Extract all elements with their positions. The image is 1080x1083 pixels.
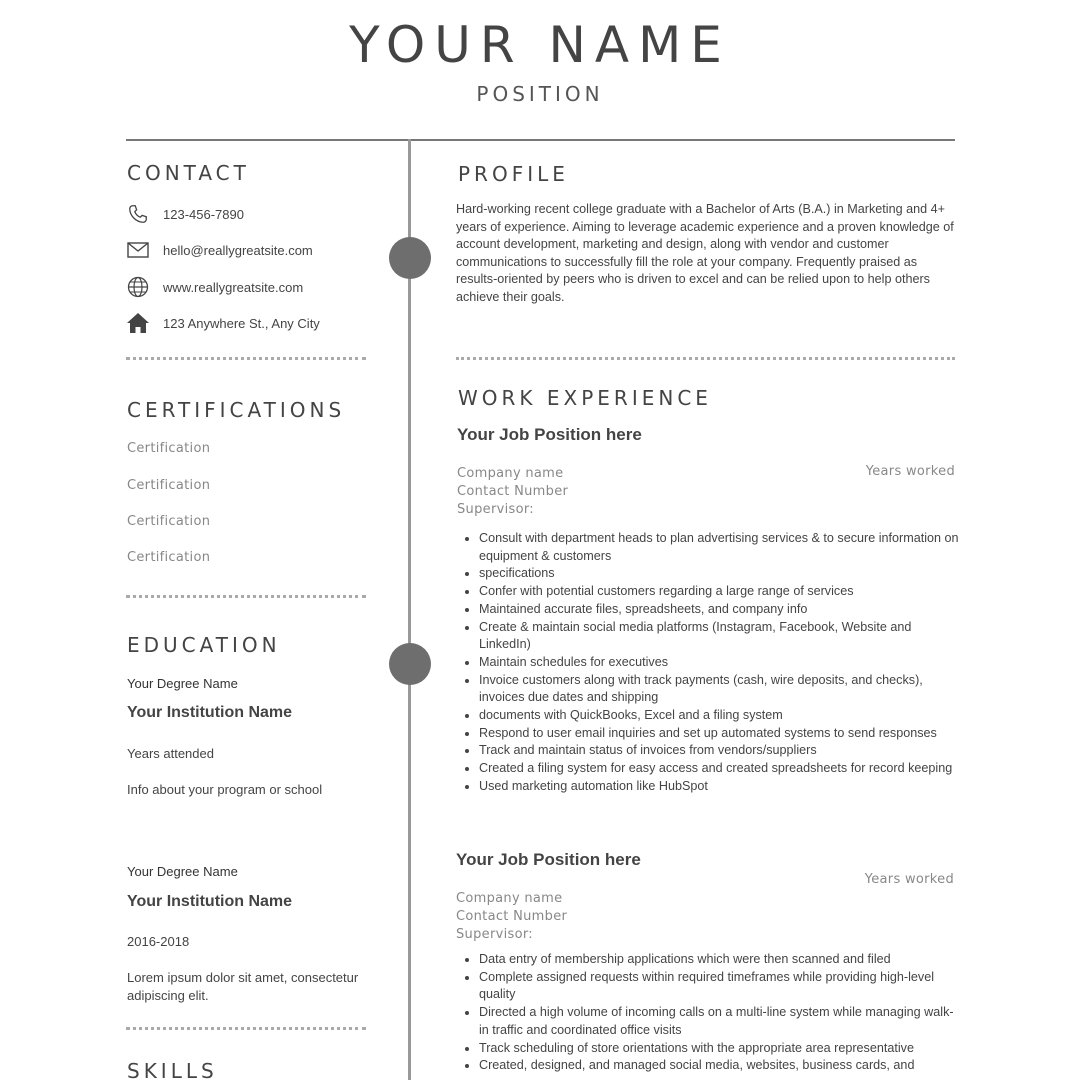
degree-name: Your Degree Name	[127, 676, 238, 691]
job-duties-list	[462, 530, 959, 796]
contact-number: Contact Number	[457, 484, 569, 499]
list-item: • Used marketing automation like HubSpot	[479, 778, 959, 796]
email-text: hello@reallygreatsite.com	[163, 242, 313, 258]
website-text: www.reallygreatsite.com	[163, 279, 304, 295]
certification-item: Certification	[127, 550, 211, 565]
contact-email	[126, 238, 313, 262]
work-experience-heading: WORK EXPERIENCE	[458, 386, 712, 410]
resume-name: YOUR NAME	[349, 16, 731, 74]
company-name: Company name	[456, 891, 563, 906]
education-heading: EDUCATION	[127, 633, 281, 657]
section-divider	[126, 1027, 366, 1030]
years-worked: Years worked	[864, 872, 954, 887]
section-divider	[126, 357, 366, 360]
list-item: • documents with QuickBooks, Excel and a filing system	[479, 707, 959, 725]
contact-phone	[126, 202, 244, 226]
timeline-line	[408, 139, 411, 1080]
contact-website	[126, 275, 303, 299]
globe-icon	[126, 275, 150, 299]
certification-item: Certification	[127, 514, 211, 529]
section-divider	[126, 595, 366, 598]
institution-name: Your Institution Name	[127, 893, 293, 910]
profile-heading: PROFILE	[458, 162, 569, 186]
list-item: • Created, designed, and managed social media, websites, business cards, and	[479, 1057, 959, 1075]
list-item: • Invoice customers along with track payments (cash, wire deposits, and checks), invoices due dates and shipping	[479, 672, 959, 707]
supervisor: Supervisor:	[456, 927, 533, 942]
education-years: Years attended	[127, 746, 214, 761]
profile-summary: Hard-working recent college graduate with a Bachelor of Arts (B.A.) in Marketing and 4+ years of experience. Aiming to leverage academic experience and a proven knowledge of account development, marketing and design, along with vendor and customer communications to successfully fill the role at your company. Frequently praised as results-oriented by peers who is driven to excel and can be relied upon to help others achieve their goals.	[456, 202, 954, 304]
phone-text: 123-456-7890	[163, 206, 244, 222]
list-item: • Data entry of membership applications which were then scanned and filed	[479, 951, 959, 969]
list-item: • Track scheduling of store orientations with the appropriate area representative	[479, 1040, 959, 1058]
degree-name: Your Degree Name	[127, 864, 238, 879]
job-duties-list	[462, 951, 959, 1075]
supervisor: Supervisor:	[457, 502, 534, 517]
list-item: • Consult with department heads to plan advertising services & to secure information on equipment & customers	[479, 530, 959, 565]
resume-position: POSITION	[476, 82, 604, 106]
list-item: • Respond to user email inquiries and set up automated systems to send responses	[479, 725, 959, 743]
contact-number: Contact Number	[456, 909, 568, 924]
skills-heading: SKILLS	[127, 1059, 218, 1083]
address-text: 123 Anywhere St., Any City	[163, 315, 320, 331]
list-item: • Track and maintain status of invoices from vendors/suppliers	[479, 742, 959, 760]
timeline-dot	[389, 237, 431, 279]
education-info: Info about your program or school	[127, 782, 323, 797]
job-position: Your Job Position here	[456, 850, 641, 869]
education-info: Lorem ipsum dolor sit amet, consectetur adipiscing elit.	[127, 970, 359, 1003]
list-item: • Maintained accurate files, spreadsheets, and company info	[479, 601, 959, 619]
company-name: Company name	[457, 466, 564, 481]
section-divider	[456, 357, 955, 360]
list-item: • Maintain schedules for executives	[479, 654, 959, 672]
certification-item: Certification	[127, 441, 211, 456]
education-years: 2016-2018	[127, 934, 190, 949]
list-item: • specifications	[479, 565, 959, 583]
list-item: • Confer with potential customers regarding a large range of services	[479, 583, 959, 601]
institution-name: Your Institution Name	[127, 704, 293, 721]
phone-icon	[126, 202, 150, 226]
list-item: • Complete assigned requests within required timeframes while providing high-level quality	[479, 969, 959, 1004]
list-item: • Directed a high volume of incoming calls on a multi-line system while managing walk-in traffic and coordinated office visits	[479, 1004, 959, 1039]
job-position: Your Job Position here	[457, 425, 642, 444]
certification-item: Certification	[127, 478, 211, 493]
timeline-dot	[389, 643, 431, 685]
list-item: • Created a filing system for easy access and created spreadsheets for record keeping	[479, 760, 959, 778]
envelope-icon	[126, 238, 150, 262]
house-icon	[126, 311, 150, 335]
contact-address	[126, 311, 320, 335]
contact-heading: CONTACT	[127, 161, 250, 185]
certifications-heading: CERTIFICATIONS	[127, 398, 346, 422]
header-divider	[126, 139, 955, 141]
years-worked: Years worked	[865, 464, 955, 479]
list-item: • Create & maintain social media platforms (Instagram, Facebook, Website and LinkedIn)	[479, 619, 959, 654]
